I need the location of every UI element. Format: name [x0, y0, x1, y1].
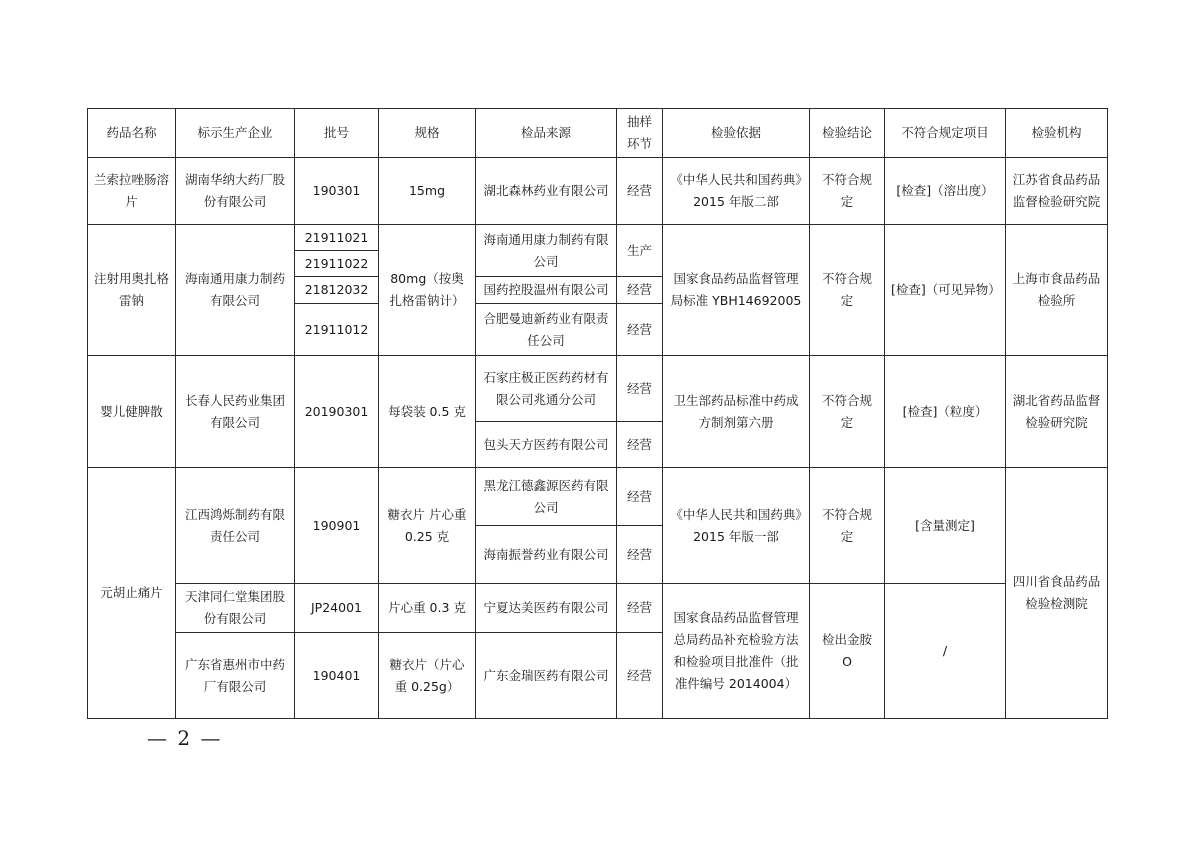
- sample-source: 包头天方医药有限公司: [476, 422, 617, 468]
- header-cell: 规格: [379, 109, 476, 158]
- conclusion: 不符合规定: [810, 225, 885, 356]
- nonconforming-item: [检查]（溶出度）: [885, 158, 1006, 225]
- inspection-basis: 《中华人民共和国药典》2015 年版一部: [663, 468, 810, 584]
- inspection-org: 上海市食品药品检验所: [1006, 225, 1108, 356]
- manufacturer: 天津同仁堂集团股份有限公司: [176, 584, 295, 633]
- header-row: [88, 109, 1108, 158]
- batch-number: 190401: [295, 633, 379, 719]
- table-row: [88, 225, 1108, 251]
- conclusion: 不符合规定: [810, 468, 885, 584]
- drug-name: 元胡止痛片: [88, 468, 176, 719]
- table-row: [88, 584, 1108, 633]
- drug-name: 注射用奥扎格雷钠: [88, 225, 176, 356]
- sample-source: 黑龙江德鑫源医药有限公司: [476, 468, 617, 526]
- sample-source: 海南振誉药业有限公司: [476, 526, 617, 584]
- header-cell: 不符合规定项目: [885, 109, 1006, 158]
- manufacturer: 海南通用康力制药有限公司: [176, 225, 295, 356]
- conclusion: 不符合规定: [810, 356, 885, 468]
- specification: 每袋装 0.5 克: [379, 356, 476, 468]
- conclusion: 不符合规定: [810, 158, 885, 225]
- inspection-basis: 《中华人民共和国药典》2015 年版二部: [663, 158, 810, 225]
- batch-number: 21812032: [295, 277, 379, 304]
- inspection-basis: 国家食品药品监督管理总局药品补充检验方法和检验项目批准件（批准件编号 2014004）: [663, 584, 810, 719]
- sample-source: 宁夏达美医药有限公司: [476, 584, 617, 633]
- inspection-org: 江苏省食品药品监督检验研究院: [1006, 158, 1108, 225]
- sampling-stage: 经营: [617, 158, 663, 225]
- sample-source: 湖北森林药业有限公司: [476, 158, 617, 225]
- sample-source: 合肥曼迪新药业有限责任公司: [476, 304, 617, 356]
- specification: 80mg（按奥扎格雷钠计）: [379, 225, 476, 356]
- header-cell: 检验依据: [663, 109, 810, 158]
- manufacturer: 广东省惠州市中药厂有限公司: [176, 633, 295, 719]
- drug-name: 兰索拉唑肠溶片: [88, 158, 176, 225]
- sample-source: 国药控股温州有限公司: [476, 277, 617, 304]
- header-cell: 抽样环节: [617, 109, 663, 158]
- header-cell: 检品来源: [476, 109, 617, 158]
- sampling-stage: 经营: [617, 584, 663, 633]
- inspection-org: 四川省食品药品检验检测院: [1006, 468, 1108, 719]
- batch-number: 190301: [295, 158, 379, 225]
- manufacturer: 江西鸿烁制药有限责任公司: [176, 468, 295, 584]
- sample-source: 石家庄极正医药药材有限公司兆通分公司: [476, 356, 617, 422]
- nonconforming-item: [检查]（粒度）: [885, 356, 1006, 468]
- sampling-stage: 经营: [617, 422, 663, 468]
- batch-number: JP24001: [295, 584, 379, 633]
- sample-source: 海南通用康力制药有限公司: [476, 225, 617, 277]
- conclusion: 检出金胺 O: [810, 584, 885, 719]
- batch-number: 20190301: [295, 356, 379, 468]
- batch-number: 21911021: [295, 225, 379, 251]
- table-row: [88, 468, 1108, 526]
- header-cell: 标示生产企业: [176, 109, 295, 158]
- header-cell: 药品名称: [88, 109, 176, 158]
- sampling-stage: 经营: [617, 526, 663, 584]
- inspection-org: 湖北省药品监督检验研究院: [1006, 356, 1108, 468]
- specification: 糖衣片（片心重 0.25g）: [379, 633, 476, 719]
- inspection-basis: 国家食品药品监督管理局标准 YBH14692005: [663, 225, 810, 356]
- nonconforming-item: /: [885, 584, 1006, 719]
- page-number: — 2 —: [147, 726, 223, 750]
- specification: 15mg: [379, 158, 476, 225]
- sampling-stage: 经营: [617, 468, 663, 526]
- table-row: [88, 356, 1108, 422]
- sampling-stage: 生产: [617, 225, 663, 277]
- inspection-table: [87, 108, 1108, 719]
- manufacturer: 湖南华纳大药厂股份有限公司: [176, 158, 295, 225]
- batch-number: 190901: [295, 468, 379, 584]
- header-cell: 批号: [295, 109, 379, 158]
- sampling-stage: 经营: [617, 277, 663, 304]
- batch-number: 21911022: [295, 251, 379, 277]
- header-cell: 检验机构: [1006, 109, 1108, 158]
- nonconforming-item: [含量测定]: [885, 468, 1006, 584]
- inspection-basis: 卫生部药品标准中药成方制剂第六册: [663, 356, 810, 468]
- sampling-stage: 经营: [617, 356, 663, 422]
- sample-source: 广东金瑞医药有限公司: [476, 633, 617, 719]
- batch-number: 21911012: [295, 304, 379, 356]
- nonconforming-item: [检查]（可见异物）: [885, 225, 1006, 356]
- sampling-stage: 经营: [617, 304, 663, 356]
- sampling-stage: 经营: [617, 633, 663, 719]
- specification: 片心重 0.3 克: [379, 584, 476, 633]
- table-row: [88, 158, 1108, 225]
- drug-name: 婴儿健脾散: [88, 356, 176, 468]
- header-cell: 检验结论: [810, 109, 885, 158]
- specification: 糖衣片 片心重 0.25 克: [379, 468, 476, 584]
- manufacturer: 长春人民药业集团有限公司: [176, 356, 295, 468]
